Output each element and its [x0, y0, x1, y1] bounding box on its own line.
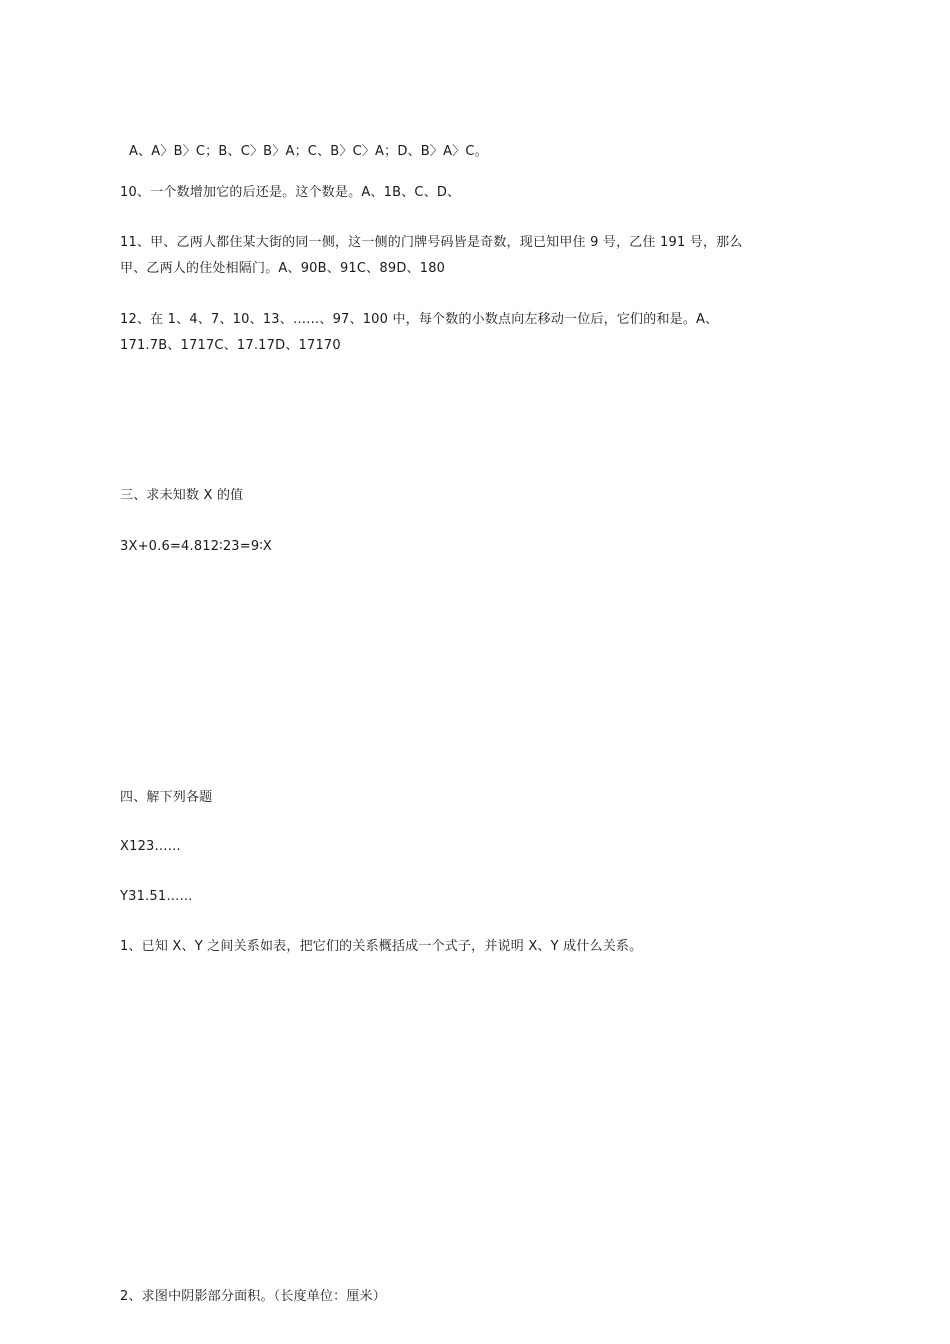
- question-11-line-2: 甲、乙两人的住处相隔门。A、90B、91C、89D、180: [120, 261, 446, 276]
- section-4-question-1: 1、已知 X、Y 之间关系如表，把它们的关系概括成一个式子，并说明 X、Y 成什么关系。: [120, 939, 643, 954]
- section-4-question-2: 2、求图中阴影部分面积。（长度单位：厘米）: [120, 1289, 386, 1304]
- table-row-y: Y31.51……: [120, 889, 193, 904]
- question-9-options: A、A〉B〉C；B、C〉B〉A；C、B〉C〉A；D、B〉A〉C。: [129, 144, 488, 159]
- table-row-x: X123……: [120, 839, 181, 854]
- question-12-line-1: 12、在 1、4、7、10、13、……、97、100 中，每个数的小数点向左移动一位后，它们的和是。A、: [120, 312, 719, 327]
- section-4-title: 四、解下列各题: [120, 790, 213, 805]
- section-3-equations: 3X+0.6=4.812∶23=9∶X: [120, 539, 273, 554]
- question-12-line-2: 171.7B、1717C、17.17D、17170: [120, 338, 341, 353]
- question-10: 10、一个数增加它的后还是。这个数是。A、1B、C、D、: [120, 185, 461, 200]
- question-11-line-1: 11、甲、乙两人都住某大街的同一侧，这一侧的门牌号码皆是奇数，现已知甲住 9 号，乙住 191 号，那么: [120, 235, 743, 250]
- section-3-title: 三、求未知数 X 的值: [120, 488, 244, 503]
